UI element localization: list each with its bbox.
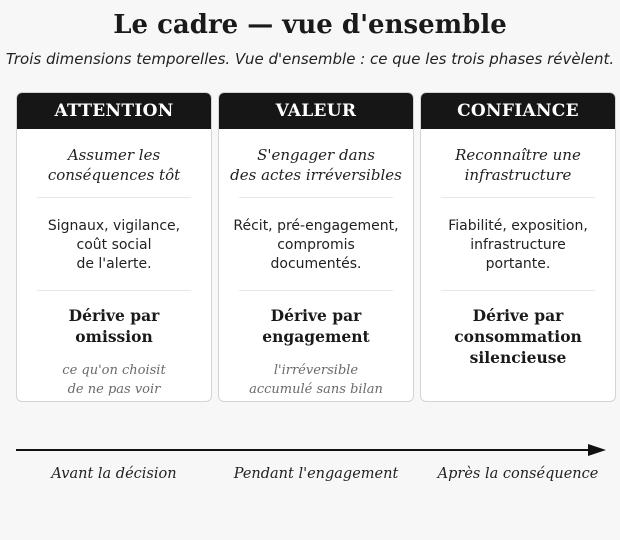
- card-attention: [16, 92, 212, 402]
- timeline-label-after: Après la conséquence: [437, 466, 599, 482]
- timeline-label-during: Pendant l'engagement: [233, 466, 399, 482]
- card-commitment: S'engager dans des actes irréversibles: [230, 146, 402, 184]
- card-signals: Récit, pré-engagement, compromis documentés.: [233, 218, 399, 272]
- divider: [441, 197, 595, 198]
- divider: [441, 290, 595, 291]
- divider: [37, 197, 191, 198]
- timeline-label-before: Avant la décision: [51, 466, 177, 482]
- divider: [37, 290, 191, 291]
- card-confiance: [420, 92, 616, 402]
- card-signals: Signaux, vigilance, coût social de l'alerte.: [47, 218, 181, 272]
- card-commitment: Assumer les conséquences tôt: [47, 146, 181, 184]
- card-header: CONFIANCE: [421, 93, 615, 129]
- card-commitment: Reconnaître une infrastructure: [455, 146, 581, 184]
- card-drift: Dérive par consommation silencieuse: [454, 306, 582, 367]
- card-valeur: [218, 92, 414, 402]
- card-drift: Dérive par engagement: [262, 306, 370, 346]
- page-subtitle: Trois dimensions temporelles. Vue d'ensemble : ce que les trois phases révèlent.: [5, 50, 615, 68]
- timeline-arrow: [14, 440, 608, 460]
- divider: [239, 197, 393, 198]
- card-header: ATTENTION: [17, 93, 211, 129]
- phase-cards: [16, 92, 616, 402]
- card-header: VALEUR: [219, 93, 413, 129]
- card-note: ce qu'on choisit de ne pas voir: [62, 363, 166, 397]
- card-signals: Fiabilité, exposition, infrastructure portante.: [448, 218, 588, 272]
- card-note: l'irréversible accumulé sans bilan: [249, 363, 383, 397]
- card-drift: Dérive par omission: [68, 306, 160, 346]
- divider: [239, 290, 393, 291]
- page-title: Le cadre — vue d'ensemble: [113, 10, 507, 40]
